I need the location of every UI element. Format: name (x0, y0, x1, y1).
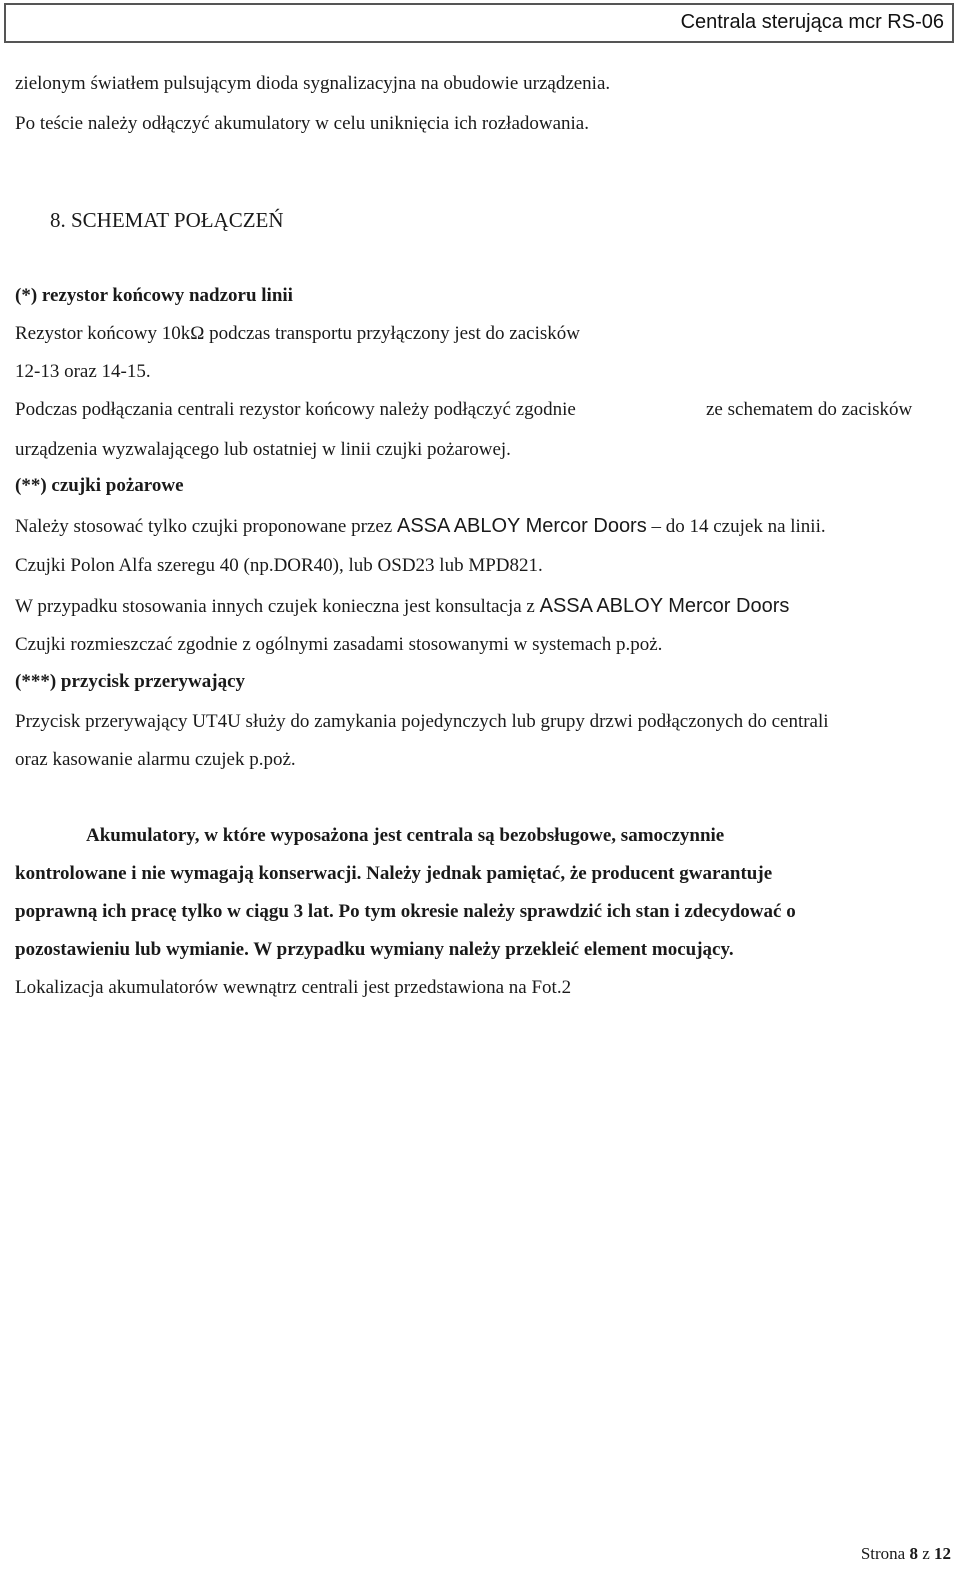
text-fragment: Należy stosować tylko czujki proponowane przez (15, 516, 397, 537)
section-title: 8. SCHEMAT POŁĄCZEŃ (50, 208, 284, 232)
bold-paragraph-line: pozostawieniu lub wymianie. W przypadku wymiany należy przekleić element mocujący. (15, 939, 734, 960)
company-name: ASSA ABLOY Mercor Doors (539, 595, 790, 617)
text-line (15, 594, 789, 619)
text-line: 12-13 oraz 14-15. (15, 361, 151, 382)
page-label: Strona (860, 1544, 910, 1563)
text-line: oraz kasowanie alarmu czujek p.poż. (15, 749, 296, 770)
subheading-fire-detectors: (**) czujki pożarowe (15, 475, 184, 496)
text-line: urządzenia wyzwalającego lub ostatniej w linii czujki pożarowej. (15, 439, 511, 460)
text-fragment: W przypadku stosowania innych czujek konieczna jest konsultacja z (15, 596, 540, 617)
text-line: Lokalizacja akumulatorów wewnątrz centrali jest przedstawiona na Fot.2 (15, 977, 572, 998)
text-line: zielonym światłem pulsującym dioda sygnalizacyjna na obudowie urządzenia. (15, 73, 611, 94)
text-line: Czujki rozmieszczać zgodnie z ogólnymi zasadami stosowanymi w systemach p.poż. (15, 634, 663, 655)
page-separator: z (917, 1544, 934, 1563)
text-fragment: Podczas podłączania centrali rezystor końcowy należy podłączyć zgodnie (15, 399, 576, 420)
total-pages: 12 (934, 1544, 951, 1563)
subheading-end-resistor: (*) rezystor końcowy nadzoru linii (15, 285, 293, 306)
text-fragment: – do 14 czujek na linii. (646, 516, 826, 537)
bold-paragraph-line: Akumulatory, w które wyposażona jest centrala są bezobsługowe, samoczynnie (86, 825, 725, 846)
text-line (15, 398, 945, 422)
bold-paragraph-line: kontrolowane i nie wymagają konserwacji. Należy jednak pamiętać, że producent gwarantuje (15, 863, 773, 884)
subheading-break-button: (***) przycisk przerywający (15, 671, 246, 692)
text-line: Przycisk przerywający UT4U służy do zamykania pojedynczych lub grupy drzwi podłączonych do centrali (15, 711, 829, 732)
current-page: 8 (909, 1544, 918, 1563)
text-line: Czujki Polon Alfa szeregu 40 (np.DOR40), lub OSD23 lub MPD821. (15, 555, 543, 576)
text-line (15, 514, 826, 539)
text-line: Rezystor końcowy 10kΩ podczas transportu przyłączony jest do zacisków (15, 323, 580, 344)
text-line: Po teście należy odłączyć akumulatory w celu uniknięcia ich rozładowania. (15, 113, 589, 134)
document-title: Centrala sterująca mcr RS-06 (680, 11, 944, 33)
company-name: ASSA ABLOY Mercor Doors (396, 515, 647, 537)
page-number (861, 1544, 951, 1564)
page-header (4, 3, 954, 43)
text-fragment: ze schematem do zacisków (706, 399, 913, 420)
bold-paragraph-line: poprawną ich pracę tylko w ciągu 3 lat. Po tym okresie należy sprawdzić ich stan i zdecydować o (15, 901, 796, 922)
